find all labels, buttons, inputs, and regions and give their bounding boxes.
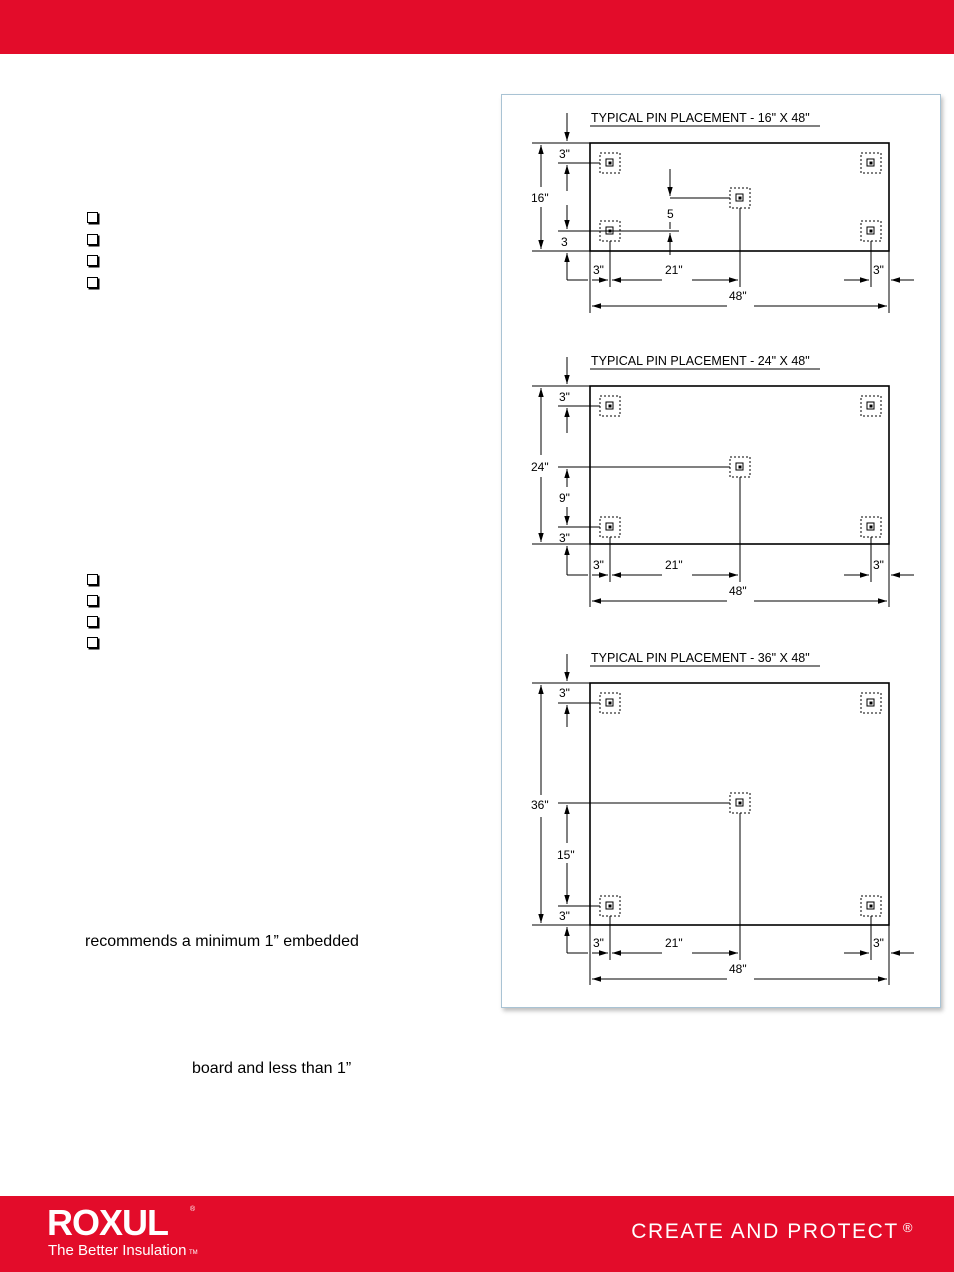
diagram-36x48 — [532, 654, 914, 985]
dimension-label: 15" — [557, 848, 575, 862]
diagram-24x48 — [532, 357, 914, 607]
diagram-title: TYPICAL PIN PLACEMENT - 24" X 48" — [591, 354, 810, 368]
checkbox-icon — [87, 637, 98, 648]
checkbox-icon — [87, 212, 98, 223]
checkbox-icon — [87, 616, 98, 627]
dimension-label: 21" — [665, 263, 683, 277]
diagram-title: TYPICAL PIN PLACEMENT - 36" X 48" — [591, 651, 810, 665]
pin-placement-diagrams — [502, 95, 940, 1007]
dimension-label: 9" — [559, 491, 570, 505]
dimension-label: 3" — [559, 390, 570, 404]
dimension-label: 3" — [559, 686, 570, 700]
tagline-trademark: TM — [189, 1250, 198, 1256]
pin-icon — [730, 457, 750, 477]
slogan-text: CREATE AND PROTECT — [631, 1220, 899, 1243]
pin-icon — [861, 153, 881, 173]
dimension-label: 3" — [593, 263, 604, 277]
body-text-board: board and less than 1” — [192, 1060, 352, 1077]
pin-icon — [600, 517, 620, 537]
dimension-label: 48" — [729, 289, 747, 303]
slogan-registered-mark: ® — [902, 1220, 914, 1235]
pin-icon — [861, 221, 881, 241]
dimension-label: 21" — [665, 558, 683, 572]
dimension-label: 3 — [561, 235, 568, 249]
pin-icon — [861, 896, 881, 916]
dimension-label: 3" — [873, 558, 884, 572]
body-text-embedded: recommends a minimum 1” embedded — [85, 933, 359, 950]
pin-icon — [600, 396, 620, 416]
pin-placement-panel — [501, 94, 941, 1008]
pin-icon — [600, 153, 620, 173]
dimension-label: 3" — [559, 147, 570, 161]
dimension-label: 3" — [873, 936, 884, 950]
dimension-label: 36" — [531, 798, 549, 812]
checkbox-icon — [87, 277, 98, 288]
checkbox-icon — [87, 255, 98, 266]
dimension-label: 3" — [873, 263, 884, 277]
header-bar — [0, 0, 954, 54]
dimension-label: 16" — [531, 191, 549, 205]
dimension-label: 3" — [559, 909, 570, 923]
dimension-label: 5 — [667, 207, 674, 221]
diagram-title: TYPICAL PIN PLACEMENT - 16" X 48" — [591, 111, 810, 125]
dimension-label: 3" — [593, 936, 604, 950]
pin-icon — [861, 396, 881, 416]
dimension-label: 48" — [729, 584, 747, 598]
diagram-16x48 — [532, 113, 914, 313]
pin-icon — [730, 793, 750, 813]
dimension-label: 3" — [593, 558, 604, 572]
checkbox-icon — [87, 595, 98, 606]
pin-icon — [861, 693, 881, 713]
pin-icon — [861, 517, 881, 537]
dimension-label: 48" — [729, 962, 747, 976]
checkbox-icon — [87, 234, 98, 245]
checkbox-icon — [87, 574, 98, 585]
footer-slogan — [631, 1220, 914, 1244]
pin-icon — [730, 188, 750, 208]
pin-icon — [600, 896, 620, 916]
roxul-logo: ROXUL — [47, 1202, 168, 1243]
logo-tagline: The Better Insulation — [48, 1242, 187, 1259]
dimension-label: 24" — [531, 460, 549, 474]
logo-registered-mark: ® — [190, 1206, 196, 1213]
dimension-label: 21" — [665, 936, 683, 950]
pin-icon — [600, 693, 620, 713]
dimension-label: 3" — [559, 531, 570, 545]
